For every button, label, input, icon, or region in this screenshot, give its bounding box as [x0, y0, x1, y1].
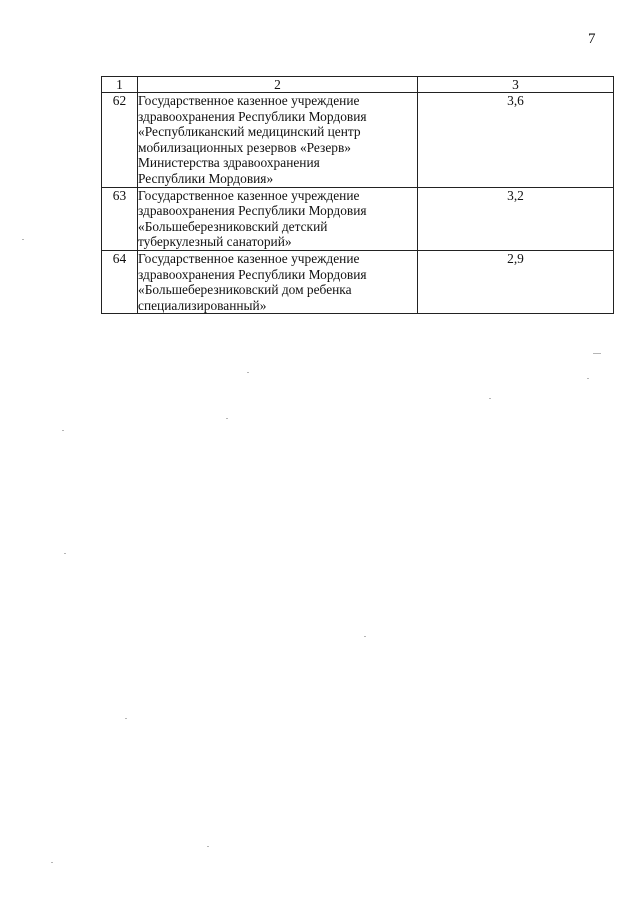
institution-name-line: здравоохранения Республики Мордовия	[138, 266, 367, 282]
institution-name-line: Министерства здравоохранения	[138, 155, 320, 171]
institution-name-line: «Большеберезниковский дом ребенка	[138, 282, 352, 298]
institution-name-line: мобилизационных резервов «Резерв»	[138, 139, 351, 155]
institution-name-line: Государственное казенное учреждение	[138, 187, 360, 203]
table-row	[102, 187, 614, 250]
row-number: 62	[102, 93, 138, 188]
institution-name-line: Республики Мордовия»	[138, 170, 274, 186]
scan-speck	[593, 353, 601, 354]
institution-name-line: «Большеберезниковский детский	[138, 218, 328, 234]
scan-speck	[62, 430, 64, 431]
table-header-row	[102, 77, 614, 93]
institutions-table	[101, 76, 614, 314]
column-header-2: 2	[138, 77, 418, 93]
scan-speck	[226, 418, 228, 419]
scan-speck	[207, 846, 209, 847]
row-value: 2,9	[418, 250, 614, 313]
row-value: 3,6	[418, 93, 614, 188]
scan-speck	[64, 553, 66, 554]
row-value: 3,2	[418, 187, 614, 250]
scan-speck	[364, 636, 366, 637]
scan-speck	[489, 398, 491, 399]
institution-name	[138, 187, 418, 250]
institution-name-line: Государственное казенное учреждение	[138, 93, 360, 108]
institution-name	[138, 250, 418, 313]
institution-name-line: «Республиканский медицинский центр	[138, 124, 361, 140]
row-number: 63	[102, 187, 138, 250]
scan-speck	[22, 239, 24, 240]
table-row	[102, 250, 614, 313]
table-row	[102, 93, 614, 188]
institution-name	[138, 93, 418, 188]
institution-name-line: здравоохранения Республики Мордовия	[138, 203, 367, 219]
institution-name-line: туберкулезный санаторий»	[138, 234, 292, 250]
column-header-3: 3	[418, 77, 614, 93]
institution-name-line: здравоохранения Республики Мордовия	[138, 108, 367, 124]
page-number: 7	[588, 31, 596, 47]
scan-speck	[587, 378, 589, 379]
scan-speck	[247, 372, 249, 373]
institution-name-line: специализированный»	[138, 297, 267, 313]
column-header-1: 1	[102, 77, 138, 93]
scan-speck	[51, 862, 53, 863]
scan-speck	[125, 718, 127, 719]
row-number: 64	[102, 250, 138, 313]
institution-name-line: Государственное казенное учреждение	[138, 250, 360, 266]
